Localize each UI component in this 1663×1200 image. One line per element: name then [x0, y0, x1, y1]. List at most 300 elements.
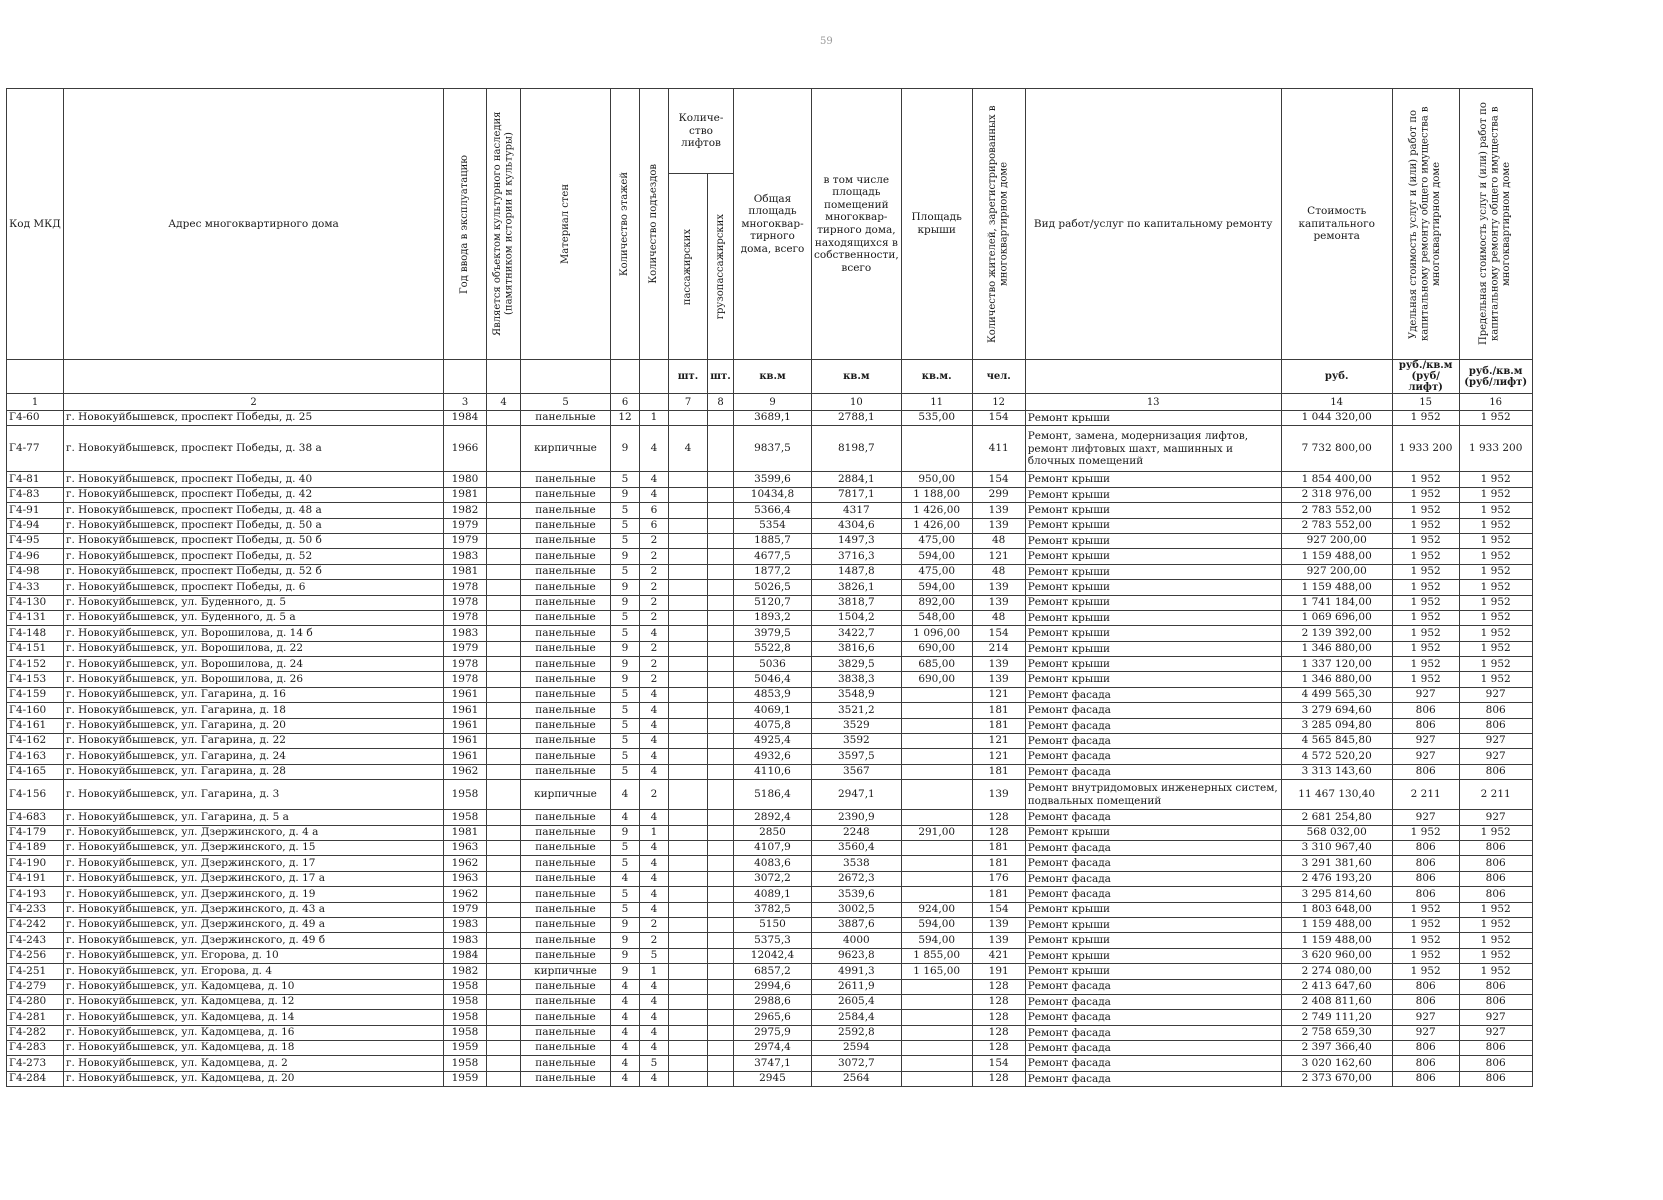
cell-floors: 9	[611, 641, 640, 656]
cell-lifts-cargo	[708, 1025, 734, 1040]
cell-roof-area: 924,00	[901, 902, 972, 917]
cell-lifts-passenger	[669, 549, 708, 564]
column-number: 14	[1281, 394, 1392, 411]
cell-work-type: Ремонт крыши	[1025, 472, 1281, 487]
cell-limit-cost: 1 952	[1459, 487, 1532, 502]
cell-total-area: 5150	[734, 917, 812, 932]
cell-heritage	[487, 1056, 521, 1071]
cell-specific-cost: 1 952	[1392, 503, 1459, 518]
cell-lifts-cargo	[708, 810, 734, 825]
cell-total-area: 4083,6	[734, 856, 812, 871]
cell-lifts-cargo	[708, 871, 734, 886]
cell-entrances: 6	[640, 518, 669, 533]
cell-code: Г4-163	[7, 749, 64, 764]
table-row	[7, 1025, 1533, 1040]
cell-code: Г4-83	[7, 487, 64, 502]
cell-address: г. Новокуйбышевск, ул. Кадомцева, д. 14	[64, 1010, 444, 1025]
cell-lifts-passenger: 4	[669, 426, 708, 472]
cell-residents: 181	[972, 764, 1025, 779]
cell-total-area: 5036	[734, 657, 812, 672]
cell-code: Г4-151	[7, 641, 64, 656]
cell-address: г. Новокуйбышевск, ул. Гагарина, д. 16	[64, 687, 444, 702]
column-number-row	[7, 394, 1533, 411]
cell-address: г. Новокуйбышевск, ул. Кадомцева, д. 18	[64, 1041, 444, 1056]
cell-code: Г4-95	[7, 533, 64, 548]
cell-lifts-cargo	[708, 902, 734, 917]
cell-walls: панельные	[521, 657, 611, 672]
cell-walls: панельные	[521, 948, 611, 963]
cell-floors: 5	[611, 626, 640, 641]
cell-lifts-cargo	[708, 703, 734, 718]
cell-lifts-passenger	[669, 856, 708, 871]
cell-work-type: Ремонт фасада	[1025, 749, 1281, 764]
cell-lifts-passenger	[669, 979, 708, 994]
cell-roof-area: 1 165,00	[901, 964, 972, 979]
cell-total-area: 4925,4	[734, 734, 812, 749]
cell-floors: 4	[611, 871, 640, 886]
cell-code: Г4-159	[7, 687, 64, 702]
cell-work-type: Ремонт фасада	[1025, 1025, 1281, 1040]
cell-specific-cost: 1 952	[1392, 610, 1459, 625]
cell-owned-area: 4000	[812, 933, 902, 948]
cell-code: Г4-283	[7, 1041, 64, 1056]
cell-lifts-cargo	[708, 1056, 734, 1071]
cell-owned-area: 2594	[812, 1041, 902, 1056]
table-row	[7, 979, 1533, 994]
cell-floors: 4	[611, 1010, 640, 1025]
cell-limit-cost: 1 952	[1459, 641, 1532, 656]
cell-address: г. Новокуйбышевск, проспект Победы, д. 38 а	[64, 426, 444, 472]
cell-code: Г4-179	[7, 825, 64, 840]
cell-entrances: 4	[640, 810, 669, 825]
cell-owned-area: 1487,8	[812, 564, 902, 579]
cell-specific-cost: 1 952	[1392, 657, 1459, 672]
header-year: Год ввода в эксплуатацию	[444, 89, 487, 360]
unit-cost: руб.	[1281, 360, 1392, 394]
cell-entrances: 2	[640, 933, 669, 948]
cell-work-type: Ремонт фасада	[1025, 764, 1281, 779]
cell-entrances: 4	[640, 871, 669, 886]
table-row	[7, 657, 1533, 672]
cell-specific-cost: 1 952	[1392, 580, 1459, 595]
cell-address: г. Новокуйбышевск, проспект Победы, д. 52	[64, 549, 444, 564]
cell-entrances: 4	[640, 718, 669, 733]
cell-floors: 5	[611, 887, 640, 902]
cell-walls: панельные	[521, 549, 611, 564]
cell-code: Г4-193	[7, 887, 64, 902]
cell-roof-area	[901, 840, 972, 855]
cell-work-type: Ремонт крыши	[1025, 902, 1281, 917]
cell-total-area: 3689,1	[734, 411, 812, 426]
cell-entrances: 2	[640, 672, 669, 687]
cell-roof-area	[901, 1025, 972, 1040]
cell-limit-cost: 1 952	[1459, 472, 1532, 487]
cell-year: 1961	[444, 687, 487, 702]
cell-roof-area: 892,00	[901, 595, 972, 610]
cell-walls: панельные	[521, 503, 611, 518]
cell-owned-area: 3597,5	[812, 749, 902, 764]
cell-floors: 9	[611, 580, 640, 595]
cell-floors: 9	[611, 825, 640, 840]
cell-roof-area	[901, 856, 972, 871]
cell-cost: 1 803 648,00	[1281, 902, 1392, 917]
cell-roof-area	[901, 1010, 972, 1025]
cell-heritage	[487, 426, 521, 472]
cell-limit-cost: 927	[1459, 687, 1532, 702]
cell-owned-area: 3592	[812, 734, 902, 749]
cell-walls: панельные	[521, 703, 611, 718]
cell-total-area: 3072,2	[734, 871, 812, 886]
cell-lifts-passenger	[669, 764, 708, 779]
cell-residents: 154	[972, 411, 1025, 426]
cell-total-area: 3747,1	[734, 1056, 812, 1071]
cell-limit-cost: 1 952	[1459, 825, 1532, 840]
cell-limit-cost: 806	[1459, 840, 1532, 855]
cell-cost: 3 020 162,60	[1281, 1056, 1392, 1071]
cell-specific-cost: 1 933 200	[1392, 426, 1459, 472]
cell-lifts-cargo	[708, 411, 734, 426]
header-entrances: Количество подъездов	[640, 89, 669, 360]
cell-total-area: 2945	[734, 1071, 812, 1086]
cell-walls: кирпичные	[521, 780, 611, 810]
cell-owned-area: 2592,8	[812, 1025, 902, 1040]
cell-address: г. Новокуйбышевск, ул. Дзержинского, д. 15	[64, 840, 444, 855]
cell-entrances: 5	[640, 1056, 669, 1071]
cell-residents: 128	[972, 1025, 1025, 1040]
cell-limit-cost: 1 952	[1459, 964, 1532, 979]
cell-owned-area: 3529	[812, 718, 902, 733]
cell-cost: 927 200,00	[1281, 533, 1392, 548]
cell-heritage	[487, 764, 521, 779]
cell-owned-area: 2884,1	[812, 472, 902, 487]
cell-residents: 128	[972, 1041, 1025, 1056]
cell-floors: 5	[611, 764, 640, 779]
cell-heritage	[487, 994, 521, 1009]
cell-cost: 2 681 254,80	[1281, 810, 1392, 825]
cell-year: 1983	[444, 917, 487, 932]
cell-entrances: 5	[640, 948, 669, 963]
cell-roof-area	[901, 1056, 972, 1071]
column-number: 6	[611, 394, 640, 411]
cell-owned-area: 3422,7	[812, 626, 902, 641]
cell-specific-cost: 806	[1392, 979, 1459, 994]
cell-code: Г4-160	[7, 703, 64, 718]
cell-specific-cost: 806	[1392, 1071, 1459, 1086]
header-owned-area: в том числе площадь помещений многоквар-тирного дома, находящихся в собственности, всего	[812, 89, 902, 360]
table-row	[7, 780, 1533, 810]
cell-heritage	[487, 780, 521, 810]
cell-lifts-passenger	[669, 825, 708, 840]
table-row	[7, 871, 1533, 886]
cell-work-type: Ремонт крыши	[1025, 948, 1281, 963]
cell-year: 1978	[444, 672, 487, 687]
cell-residents: 121	[972, 749, 1025, 764]
cell-heritage	[487, 718, 521, 733]
cell-lifts-passenger	[669, 1056, 708, 1071]
table-body	[7, 394, 1533, 1087]
cell-entrances: 6	[640, 503, 669, 518]
cell-cost: 568 032,00	[1281, 825, 1392, 840]
cell-entrances: 4	[640, 979, 669, 994]
cell-cost: 4 499 565,30	[1281, 687, 1392, 702]
cell-walls: панельные	[521, 641, 611, 656]
cell-total-area: 2974,4	[734, 1041, 812, 1056]
unit-owned-area: кв.м	[812, 360, 902, 394]
unit-roof-area: кв.м.	[901, 360, 972, 394]
column-number	[640, 394, 669, 411]
cell-year: 1962	[444, 856, 487, 871]
cell-address: г. Новокуйбышевск, ул. Дзержинского, д. 49 а	[64, 917, 444, 932]
cell-owned-area: 3887,6	[812, 917, 902, 932]
header-floors: Количество этажей	[611, 89, 640, 360]
cell-specific-cost: 1 952	[1392, 472, 1459, 487]
cell-specific-cost: 927	[1392, 1025, 1459, 1040]
cell-heritage	[487, 503, 521, 518]
header-cost: Стоимость капитального ремонта	[1281, 89, 1392, 360]
cell-floors: 5	[611, 749, 640, 764]
cell-year: 1961	[444, 718, 487, 733]
unit-lifts-passenger: шт.	[669, 360, 708, 394]
cell-work-type: Ремонт фасада	[1025, 1041, 1281, 1056]
cell-work-type: Ремонт крыши	[1025, 503, 1281, 518]
cell-entrances: 2	[640, 780, 669, 810]
cell-roof-area: 685,00	[901, 657, 972, 672]
cell-walls: панельные	[521, 1010, 611, 1025]
cell-lifts-cargo	[708, 734, 734, 749]
cell-owned-area: 3548,9	[812, 687, 902, 702]
cell-residents: 139	[972, 580, 1025, 595]
cell-floors: 9	[611, 426, 640, 472]
cell-specific-cost: 1 952	[1392, 902, 1459, 917]
cell-year: 1979	[444, 518, 487, 533]
cell-cost: 2 476 193,20	[1281, 871, 1392, 886]
cell-work-type: Ремонт фасада	[1025, 994, 1281, 1009]
cell-residents: 139	[972, 657, 1025, 672]
cell-owned-area: 2788,1	[812, 411, 902, 426]
column-number: 3	[444, 394, 487, 411]
cell-floors: 4	[611, 810, 640, 825]
cell-residents: 181	[972, 887, 1025, 902]
cell-walls: кирпичные	[521, 964, 611, 979]
cell-code: Г4-279	[7, 979, 64, 994]
cell-work-type: Ремонт фасада	[1025, 687, 1281, 702]
cell-floors: 4	[611, 994, 640, 1009]
cell-code: Г4-284	[7, 1071, 64, 1086]
cell-total-area: 3782,5	[734, 902, 812, 917]
cell-entrances: 4	[640, 1010, 669, 1025]
cell-year: 1981	[444, 825, 487, 840]
cell-lifts-cargo	[708, 749, 734, 764]
cell-owned-area: 3816,6	[812, 641, 902, 656]
cell-year: 1963	[444, 871, 487, 886]
cell-address: г. Новокуйбышевск, ул. Дзержинского, д. 17 а	[64, 871, 444, 886]
cell-work-type: Ремонт фасада	[1025, 856, 1281, 871]
table-row	[7, 472, 1533, 487]
cell-floors: 9	[611, 487, 640, 502]
column-number: 2	[64, 394, 444, 411]
table-row	[7, 964, 1533, 979]
cell-walls: панельные	[521, 1025, 611, 1040]
cell-heritage	[487, 672, 521, 687]
cell-roof-area: 594,00	[901, 917, 972, 932]
cell-walls: панельные	[521, 1071, 611, 1086]
cell-residents: 181	[972, 840, 1025, 855]
cell-cost: 2 318 976,00	[1281, 487, 1392, 502]
cell-year: 1978	[444, 595, 487, 610]
cell-specific-cost: 1 952	[1392, 549, 1459, 564]
cell-cost: 3 620 960,00	[1281, 948, 1392, 963]
cell-residents: 181	[972, 718, 1025, 733]
cell-address: г. Новокуйбышевск, ул. Егорова, д. 4	[64, 964, 444, 979]
cell-code: Г4-156	[7, 780, 64, 810]
cell-code: Г4-233	[7, 902, 64, 917]
cell-work-type: Ремонт крыши	[1025, 610, 1281, 625]
cell-heritage	[487, 549, 521, 564]
cell-lifts-passenger	[669, 734, 708, 749]
cell-limit-cost: 1 952	[1459, 902, 1532, 917]
table-row	[7, 533, 1533, 548]
cell-owned-area: 4317	[812, 503, 902, 518]
table-row	[7, 1010, 1533, 1025]
table-row	[7, 764, 1533, 779]
cell-residents: 154	[972, 1056, 1025, 1071]
cell-heritage	[487, 840, 521, 855]
cell-heritage	[487, 825, 521, 840]
cell-roof-area: 950,00	[901, 472, 972, 487]
cell-owned-area: 3539,6	[812, 887, 902, 902]
cell-heritage	[487, 533, 521, 548]
header-specific-cost: Удельная стоимость услуг и (или) работ по капитальному ремонту общего имущества в многоквартирном доме	[1392, 89, 1459, 360]
header-heritage: Является объектом культурного наследия (памятником истории и культуры)	[487, 89, 521, 360]
cell-floors: 5	[611, 610, 640, 625]
cell-code: Г4-91	[7, 503, 64, 518]
cell-limit-cost: 1 952	[1459, 610, 1532, 625]
cell-work-type: Ремонт крыши	[1025, 595, 1281, 610]
cell-work-type: Ремонт внутридомовых инженерных систем, подвальных помещений	[1025, 780, 1281, 810]
cell-lifts-passenger	[669, 948, 708, 963]
cell-cost: 4 572 520,20	[1281, 749, 1392, 764]
cell-total-area: 5026,5	[734, 580, 812, 595]
cell-lifts-cargo	[708, 657, 734, 672]
cell-roof-area: 594,00	[901, 549, 972, 564]
cell-lifts-passenger	[669, 595, 708, 610]
cell-owned-area: 2947,1	[812, 780, 902, 810]
cell-owned-area: 2605,4	[812, 994, 902, 1009]
cell-cost: 3 295 814,60	[1281, 887, 1392, 902]
cell-work-type: Ремонт крыши	[1025, 657, 1281, 672]
cell-specific-cost: 806	[1392, 840, 1459, 855]
cell-work-type: Ремонт фасада	[1025, 1010, 1281, 1025]
cell-limit-cost: 1 952	[1459, 657, 1532, 672]
table-row	[7, 933, 1533, 948]
cell-roof-area: 291,00	[901, 825, 972, 840]
cell-lifts-passenger	[669, 964, 708, 979]
cell-heritage	[487, 472, 521, 487]
cell-floors: 9	[611, 948, 640, 963]
cell-cost: 1 346 880,00	[1281, 672, 1392, 687]
cell-code: Г4-251	[7, 964, 64, 979]
cell-address: г. Новокуйбышевск, ул. Ворошилова, д. 26	[64, 672, 444, 687]
cell-entrances: 2	[640, 595, 669, 610]
table-row	[7, 734, 1533, 749]
cell-total-area: 2994,6	[734, 979, 812, 994]
cell-lifts-cargo	[708, 718, 734, 733]
cell-roof-area	[901, 1041, 972, 1056]
cell-work-type: Ремонт фасада	[1025, 734, 1281, 749]
cell-entrances: 4	[640, 887, 669, 902]
cell-entrances: 2	[640, 533, 669, 548]
cell-cost: 1 159 488,00	[1281, 917, 1392, 932]
cell-total-area: 4110,6	[734, 764, 812, 779]
cell-work-type: Ремонт крыши	[1025, 549, 1281, 564]
cell-walls: панельные	[521, 917, 611, 932]
cell-lifts-cargo	[708, 764, 734, 779]
cell-heritage	[487, 964, 521, 979]
cell-roof-area	[901, 703, 972, 718]
cell-walls: панельные	[521, 411, 611, 426]
cell-owned-area: 2672,3	[812, 871, 902, 886]
cell-address: г. Новокуйбышевск, ул. Гагарина, д. 28	[64, 764, 444, 779]
cell-specific-cost: 1 952	[1392, 626, 1459, 641]
cell-total-area: 5354	[734, 518, 812, 533]
cell-code: Г4-281	[7, 1010, 64, 1025]
cell-entrances: 4	[640, 994, 669, 1009]
cell-lifts-passenger	[669, 902, 708, 917]
cell-year: 1982	[444, 964, 487, 979]
cell-floors: 5	[611, 472, 640, 487]
cell-heritage	[487, 917, 521, 932]
cell-lifts-passenger	[669, 994, 708, 1009]
table-row	[7, 503, 1533, 518]
cell-floors: 5	[611, 518, 640, 533]
cell-year: 1958	[444, 1025, 487, 1040]
table-row	[7, 641, 1533, 656]
cell-year: 1959	[444, 1071, 487, 1086]
cell-floors: 4	[611, 1071, 640, 1086]
cell-lifts-passenger	[669, 610, 708, 625]
cell-roof-area	[901, 1071, 972, 1086]
cell-roof-area: 1 426,00	[901, 518, 972, 533]
cell-limit-cost: 806	[1459, 764, 1532, 779]
cell-cost: 2 783 552,00	[1281, 518, 1392, 533]
cell-roof-area: 1 188,00	[901, 487, 972, 502]
cell-walls: панельные	[521, 979, 611, 994]
cell-address: г. Новокуйбышевск, ул. Гагарина, д. 18	[64, 703, 444, 718]
cell-specific-cost: 1 952	[1392, 917, 1459, 932]
cell-lifts-passenger	[669, 657, 708, 672]
cell-cost: 2 274 080,00	[1281, 964, 1392, 979]
cell-residents: 139	[972, 780, 1025, 810]
cell-cost: 3 310 967,40	[1281, 840, 1392, 855]
cell-limit-cost: 806	[1459, 703, 1532, 718]
cell-owned-area: 2564	[812, 1071, 902, 1086]
cell-roof-area: 594,00	[901, 580, 972, 595]
cell-limit-cost: 806	[1459, 1041, 1532, 1056]
cell-roof-area: 475,00	[901, 564, 972, 579]
page-number: 59	[820, 36, 833, 47]
cell-address: г. Новокуйбышевск, ул. Ворошилова, д. 14 б	[64, 626, 444, 641]
cell-limit-cost: 927	[1459, 1025, 1532, 1040]
cell-heritage	[487, 641, 521, 656]
table-row	[7, 902, 1533, 917]
cell-lifts-cargo	[708, 825, 734, 840]
cell-address: г. Новокуйбышевск, ул. Дзержинского, д. 19	[64, 887, 444, 902]
cell-residents: 154	[972, 626, 1025, 641]
cell-cost: 1 159 488,00	[1281, 933, 1392, 948]
cell-lifts-passenger	[669, 564, 708, 579]
cell-address: г. Новокуйбышевск, ул. Дзержинского, д. 4 а	[64, 825, 444, 840]
cell-limit-cost: 1 952	[1459, 564, 1532, 579]
